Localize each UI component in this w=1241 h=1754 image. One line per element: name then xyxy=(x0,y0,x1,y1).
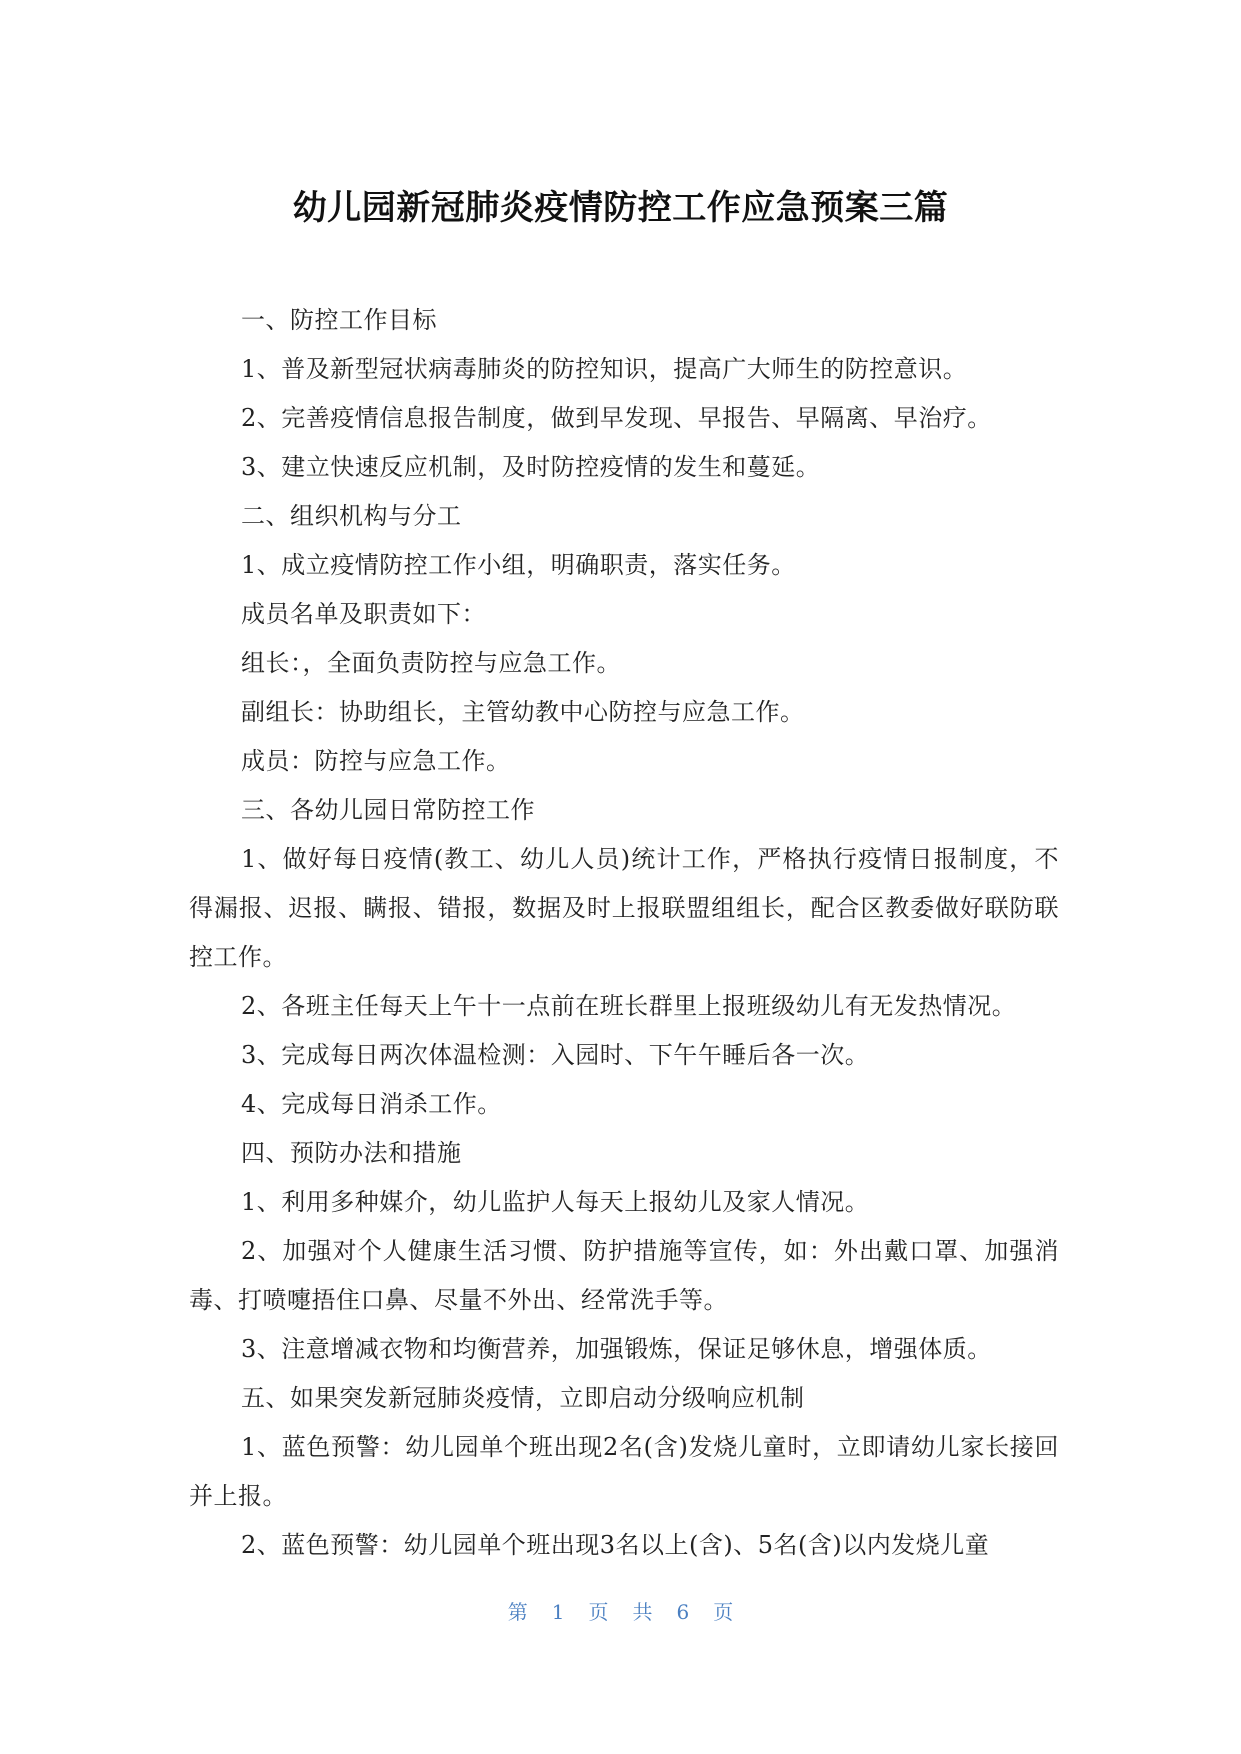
paragraph: 1、普及新型冠状病毒肺炎的防控知识，提高广大师生的防控意识。 xyxy=(241,355,968,383)
paragraph: 2、加强对个人健康生活习惯、防护措施等宣传，如：外出戴口罩、加强消毒、打喷嚏捂住口鼻、尽量不外出、经常洗手等。 xyxy=(189,1237,1059,1314)
paragraph: 副组长：协助组长，主管幼教中心防控与应急工作。 xyxy=(241,698,805,726)
paragraph: 4、完成每日消杀工作。 xyxy=(241,1090,502,1118)
document-body xyxy=(189,296,1059,1570)
page-footer xyxy=(0,1598,1241,1626)
footer-current-page: 1 xyxy=(551,1600,565,1624)
section-heading: 四、预防办法和措施 xyxy=(241,1139,462,1167)
paragraph: 3、完成每日两次体温检测：入园时、下午午睡后各一次。 xyxy=(241,1041,870,1069)
section-heading: 五、如果突发新冠肺炎疫情，立即启动分级响应机制 xyxy=(241,1384,805,1412)
paragraph: 3、建立快速反应机制，及时防控疫情的发生和蔓延。 xyxy=(241,453,821,481)
footer-total-suffix: 页 xyxy=(713,1600,734,1624)
footer-total-label: 共 xyxy=(632,1600,653,1624)
paragraph: 组长：，全面负责防控与应急工作。 xyxy=(241,649,621,677)
paragraph: 3、注意增减衣物和均衡营养，加强锻炼，保证足够休息，增强体质。 xyxy=(241,1335,992,1363)
paragraph: 1、成立疫情防控工作小组，明确职责，落实任务。 xyxy=(241,551,796,579)
paragraph: 成员：防控与应急工作。 xyxy=(241,747,511,775)
paragraph: 成员名单及职责如下： xyxy=(241,600,486,628)
section-heading: 二、组织机构与分工 xyxy=(241,502,462,530)
paragraph: 2、蓝色预警：幼儿园单个班出现3名以上(含)、5名(含)以内发烧儿童 xyxy=(241,1531,990,1559)
section-heading: 一、防控工作目标 xyxy=(241,306,437,334)
paragraph: 2、完善疫情信息报告制度，做到早发现、早报告、早隔离、早治疗。 xyxy=(241,404,992,432)
footer-page-suffix: 页 xyxy=(588,1600,609,1624)
document-title: 幼儿园新冠肺炎疫情防控工作应急预案三篇 xyxy=(292,188,949,228)
section-heading: 三、各幼儿园日常防控工作 xyxy=(241,796,535,824)
paragraph: 1、做好每日疫情(教工、幼儿人员)统计工作，严格执行疫情日报制度，不得漏报、迟报、瞒报、错报，数据及时上报联盟组组长，配合区教委做好联防联控工作。 xyxy=(189,845,1059,971)
paragraph: 2、各班主任每天上午十一点前在班长群里上报班级幼儿有无发热情况。 xyxy=(241,992,1017,1020)
footer-page-label: 第 xyxy=(507,1600,528,1624)
footer-total-pages: 6 xyxy=(676,1600,690,1624)
paragraph: 1、蓝色预警：幼儿园单个班出现2名(含)发烧儿童时，立即请幼儿家长接回并上报。 xyxy=(189,1433,1059,1510)
paragraph: 1、利用多种媒介，幼儿监护人每天上报幼儿及家人情况。 xyxy=(241,1188,870,1216)
